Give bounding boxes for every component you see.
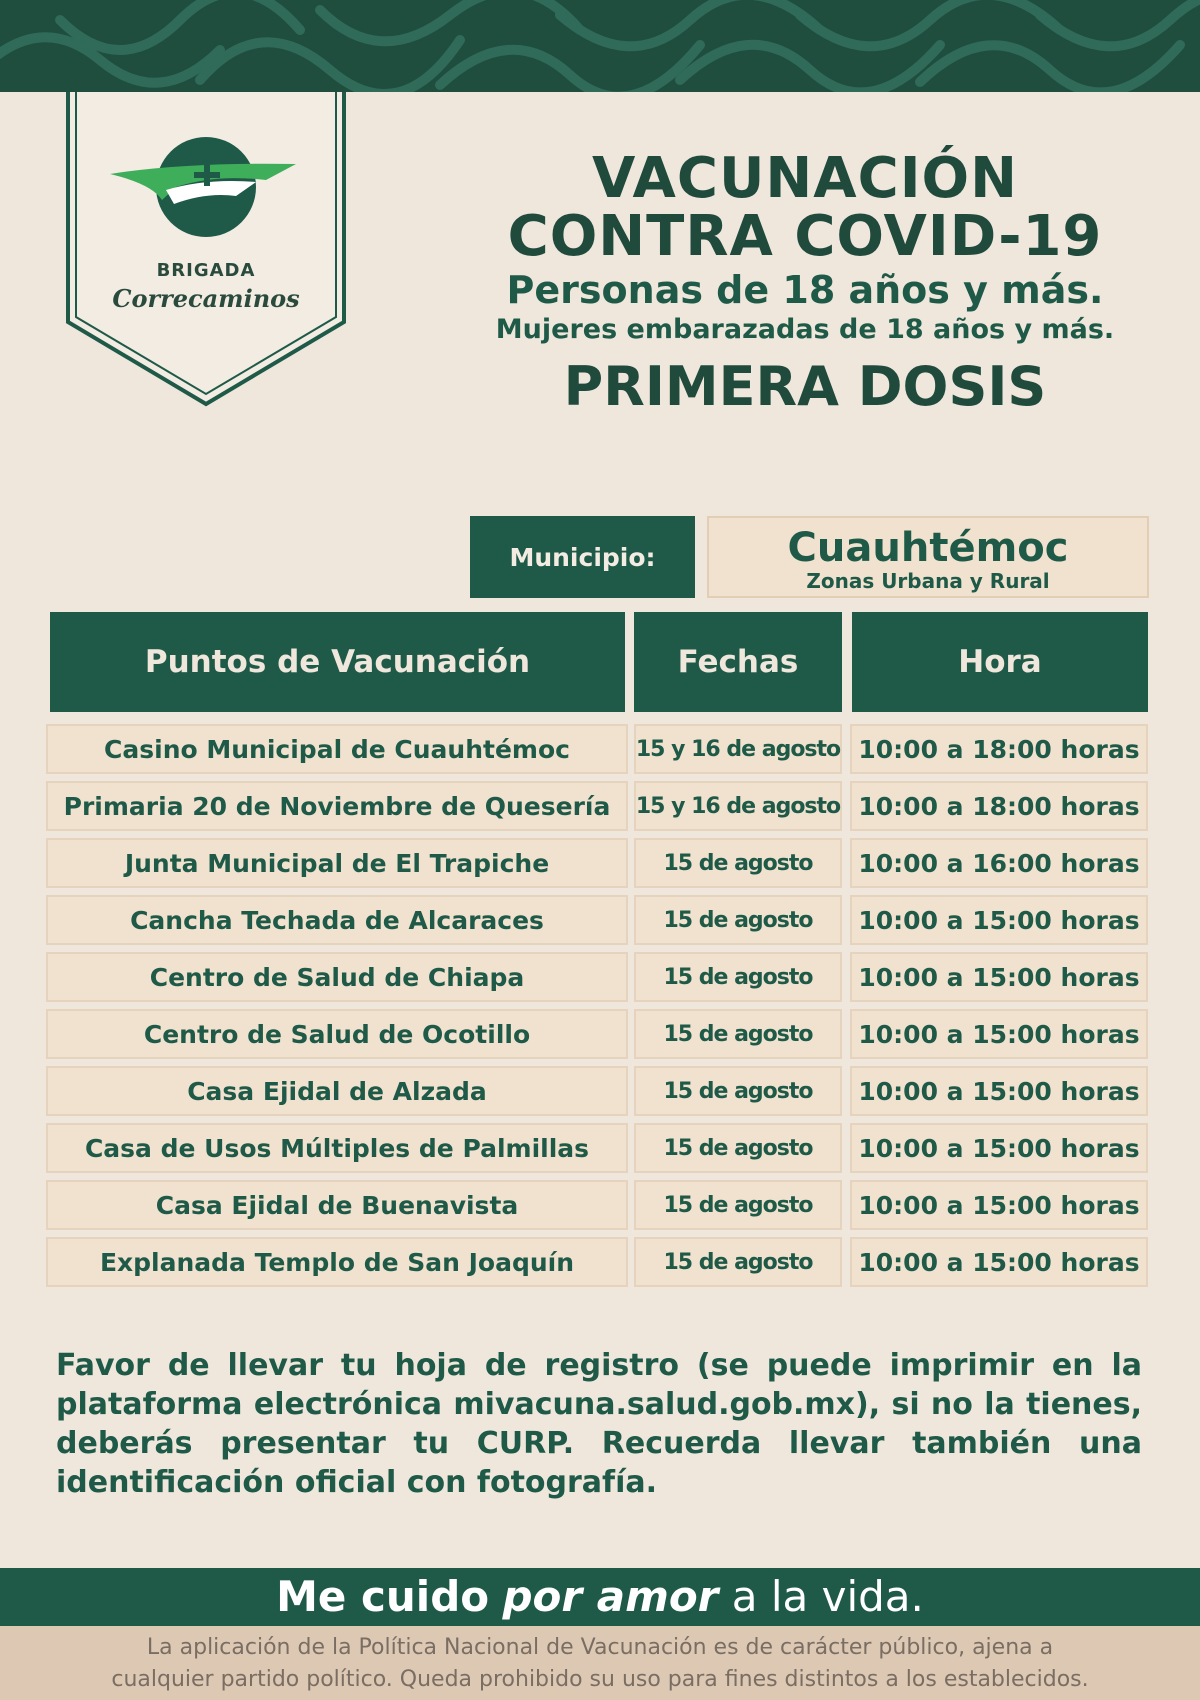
cell-date: 15 de agosto: [634, 838, 842, 888]
cell-place: Junta Municipal de El Trapiche: [46, 838, 628, 888]
header-puntos: Puntos de Vacunación: [50, 612, 625, 712]
cell-time: 10:00 a 15:00 horas: [850, 1180, 1148, 1230]
header-hora: Hora: [852, 612, 1148, 712]
title-line-1: VACUNACIÓN: [591, 146, 1019, 211]
cell-time: 10:00 a 15:00 horas: [850, 1009, 1148, 1059]
cell-place: Casa Ejidal de Alzada: [46, 1066, 628, 1116]
cell-place: Casa Ejidal de Buenavista: [46, 1180, 628, 1230]
table-row: [0, 781, 1200, 831]
table-row: [0, 724, 1200, 774]
cell-time: 10:00 a 16:00 horas: [850, 838, 1148, 888]
title-line-2: CONTRA COVID-19: [507, 204, 1103, 269]
cell-place: Centro de Salud de Chiapa: [46, 952, 628, 1002]
table-row: [0, 838, 1200, 888]
table-row: [0, 1009, 1200, 1059]
municipio-zones: Zonas Urbana y Rural: [806, 569, 1050, 593]
title-block: [420, 146, 1190, 420]
top-decorative-band: [0, 0, 1200, 92]
pattern-decoration: [0, 0, 1200, 92]
cell-place: Cancha Techada de Alcaraces: [46, 895, 628, 945]
cell-place: Centro de Salud de Ocotillo: [46, 1009, 628, 1059]
header-fechas: Fechas: [634, 612, 842, 712]
badge-subtitle: Correcaminos: [112, 284, 300, 313]
slogan-part-3: a la vida.: [731, 1572, 924, 1621]
table-row: [0, 895, 1200, 945]
municipio-name: Cuauhtémoc: [787, 525, 1069, 571]
cell-date: 15 y 16 de agosto: [634, 724, 842, 774]
cell-date: 15 de agosto: [634, 1123, 842, 1173]
cell-date: 15 de agosto: [634, 952, 842, 1002]
brigada-badge: [66, 92, 346, 412]
cell-date: 15 de agosto: [634, 1237, 842, 1287]
table-row: [0, 1237, 1200, 1287]
cell-time: 10:00 a 18:00 horas: [850, 781, 1148, 831]
cell-place: Casino Municipal de Cuauhtémoc: [46, 724, 628, 774]
slogan-part-2: por amor: [502, 1572, 719, 1621]
cell-place: Explanada Templo de San Joaquín: [46, 1237, 628, 1287]
table-row: [0, 952, 1200, 1002]
cell-date: 15 de agosto: [634, 1009, 842, 1059]
footer-line-2: cualquier partido político. Queda prohibido su uso para fines distintos a los establecidos.: [111, 1667, 1089, 1692]
cell-place: Primaria 20 de Noviembre de Quesería: [46, 781, 628, 831]
cell-date: 15 de agosto: [634, 895, 842, 945]
cell-time: 10:00 a 15:00 horas: [850, 1237, 1148, 1287]
cell-time: 10:00 a 15:00 horas: [850, 895, 1148, 945]
badge-title: BRIGADA: [156, 260, 256, 281]
footer-line-1: La aplicación de la Política Nacional de Vacunación es de carácter público, ajena a: [146, 1635, 1054, 1660]
badge-shield-icon: [66, 92, 346, 412]
table-row: [0, 1180, 1200, 1230]
cell-time: 10:00 a 15:00 horas: [850, 1123, 1148, 1173]
cell-place: Casa de Usos Múltiples de Palmillas: [46, 1123, 628, 1173]
pregnant-line: Mujeres embarazadas de 18 años y más.: [495, 314, 1115, 345]
municipio-box: [707, 516, 1149, 598]
cell-time: 10:00 a 15:00 horas: [850, 952, 1148, 1002]
legal-footer: [0, 1626, 1200, 1700]
cell-time: 10:00 a 15:00 horas: [850, 1066, 1148, 1116]
registration-note: Favor de llevar tu hoja de registro (se puede imprimir en la plataforma electrónica mivacuna.salud.gob.mx), si no la tienes, deberás presentar tu CURP. Recuerda llevar también una identificación oficial con fotografía.: [56, 1348, 1142, 1500]
municipio-label: Municipio:: [470, 516, 695, 598]
dose-title: PRIMERA DOSIS: [563, 355, 1047, 418]
cell-time: 10:00 a 18:00 horas: [850, 724, 1148, 774]
audience-line: Personas de 18 años y más.: [506, 268, 1104, 312]
cell-date: 15 de agosto: [634, 1066, 842, 1116]
slogan-part-1: Me cuido: [276, 1572, 490, 1621]
slogan-bar: [0, 1568, 1200, 1626]
cell-date: 15 y 16 de agosto: [634, 781, 842, 831]
table-row: [0, 1066, 1200, 1116]
table-row: [0, 1123, 1200, 1173]
cell-date: 15 de agosto: [634, 1180, 842, 1230]
